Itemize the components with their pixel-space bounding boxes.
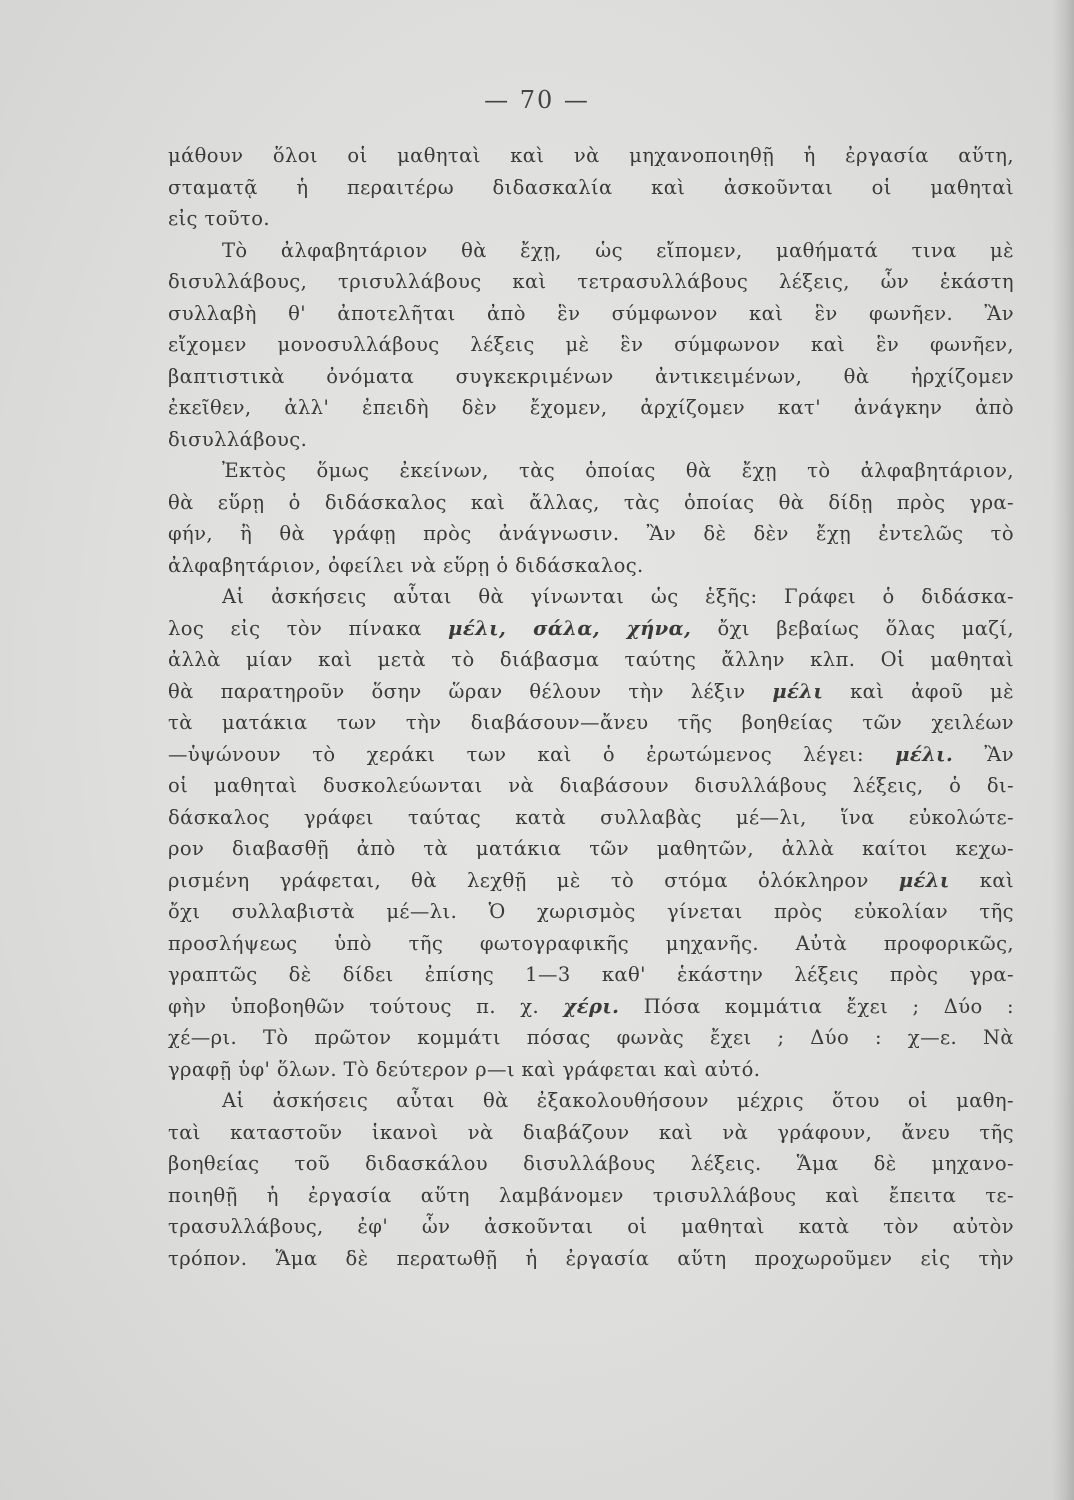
text-line: σταματᾷ ἡ περαιτέρω διδασκαλία καὶ ἀσκοῦνται οἱ μαθηταὶ <box>168 175 1014 199</box>
text-line: εἴχομεν μονοσυλλάβους λέξεις μὲ ἓν σύμφωνον καὶ ἓν φωνῆεν, <box>168 333 1014 356</box>
text-line: βαπτιστικὰ ὀνόματα συγκεκριμένων ἀντικειμένων, θὰ ἠρχίζομεν <box>168 364 1014 388</box>
text-line: ποιηθῇ ἡ ἐργασία αὕτη λαμβάνομεν τρισυλλάβους καὶ ἔπειτα τε- <box>168 1183 1014 1207</box>
text-line: μάθουν ὅλοι οἱ μαθηταὶ καὶ νὰ μηχανοποιηθῇ ἡ ἐργασία αὕτη, <box>168 144 1014 167</box>
text-line: φήν, ἢ θὰ γράφῃ πρὸς ἀνάγνωσιν. Ἂν δὲ δὲν ἔχῃ ἐντελῶς τὸ <box>168 522 1014 545</box>
text-line: χέ—ρι. Τὸ πρῶτον κομμάτι πόσας φωνὰς ἔχει ; Δύο : χ—ε. Νὰ <box>168 1026 1014 1049</box>
text-line: φὴν ὑποβοηθῶν τούτους π. χ. χέρι. Πόσα κομμάτια ἔχει ; Δύο : <box>168 994 1014 1018</box>
text-line: —ὑψώνουν τὸ χεράκι των καὶ ὁ ἐρωτώμενος λέγει: μέλι. Ἂν <box>168 742 1014 766</box>
text-line: εἰς τοῦτο. <box>168 207 270 230</box>
text-line: συλλαβὴ θ' ἀποτελῆται ἀπὸ ἓν σύμφωνον καὶ ἓν φωνῆεν. Ἂν <box>168 301 1014 325</box>
text-line: Τὸ ἀλφαβητάριον θὰ ἔχῃ, ὡς εἴπομεν, μαθήματά τινα μὲ <box>222 238 1014 262</box>
text-line: θὰ παρατηροῦν ὅσην ὥραν θέλουν τὴν λέξιν μέλι καὶ ἀφοῦ μὲ <box>168 679 1014 703</box>
body-text <box>168 140 1014 1274</box>
emphasized-word: μέλι <box>898 868 950 892</box>
text-line: ἀλφαβητάριον, ὀφείλει νὰ εὕρῃ ὁ διδάσκαλος. <box>168 553 644 577</box>
emphasized-word: μέλι <box>895 742 947 766</box>
text-line: θὰ εὕρῃ ὁ διδάσκαλος καὶ ἄλλας, τὰς ὁποίας θὰ δίδῃ πρὸς γρα- <box>168 490 1014 514</box>
text-line: λος εἰς τὸν πίνακα μέλι, σάλα, χήνα, ὄχι βεβαίως ὅλας μαζί, <box>168 616 1014 640</box>
text-line: Αἱ ἀσκήσεις αὗται θὰ γίνωνται ὡς ἑξῆς: Γράφει ὁ διδάσκα- <box>222 585 1014 608</box>
emphasized-word: μέλι <box>448 616 500 640</box>
text-line: ἀλλὰ μίαν καὶ μετὰ τὸ διάβασμα ταύτης ἄλλην κλπ. Οἱ μαθηταὶ <box>168 648 1014 671</box>
emphasized-word: μέλι, σάλα, χήνα, <box>448 616 692 640</box>
text-line: δισυλλάβους. <box>168 427 308 451</box>
emphasized-word: μέλι <box>772 679 824 703</box>
text-line: γραφῇ ὑφ' ὅλων. Τὸ δεύτερον ρ—ι καὶ γράφεται καὶ αὐτό. <box>168 1057 761 1081</box>
emphasized-word: χέρι. <box>563 994 620 1018</box>
text-line: ταὶ καταστοῦν ἱκανοὶ νὰ διαβάζουν καὶ νὰ γράφουν, ἄνευ τῆς <box>168 1120 1014 1144</box>
page-number: — 70 — <box>484 86 590 114</box>
page-edge-shadow <box>1052 0 1074 1500</box>
text-line: βοηθείας τοῦ διδασκάλου δισυλλάβους λέξεις. Ἅμα δὲ μηχανο- <box>168 1152 1014 1175</box>
text-line: δάσκαλος γράφει ταύτας κατὰ συλλαβὰς μέ—λι, ἵνα εὐκολώτε- <box>168 805 1014 829</box>
text-line: προσλήψεως ὑπὸ τῆς φωτογραφικῆς μηχανῆς. Αὐτὰ προφορικῶς, <box>168 931 1014 955</box>
text-line: ρον διαβασθῇ ἀπὸ τὰ ματάκια τῶν μαθητῶν, ἀλλὰ καίτοι κεχω- <box>168 837 1014 860</box>
text-line: ἐκεῖθεν, ἀλλ' ἐπειδὴ δὲν ἔχομεν, ἀρχίζομεν κατ' ἀνάγκην ἀπὸ <box>168 396 1014 419</box>
text-line: Ἐκτὸς ὅμως ἐκείνων, τὰς ὁποίας θὰ ἔχῃ τὸ ἀλφαβητάριον, <box>222 459 1014 482</box>
text-line: τρασυλλάβους, ἐφ' ὧν ἀσκοῦνται οἱ μαθηταὶ κατὰ τὸν αὐτὸν <box>168 1215 1014 1238</box>
text-line: ὄχι συλλαβιστὰ μέ—λι. Ὁ χωρισμὸς γίνεται πρὸς εὐκολίαν τῆς <box>168 900 1014 923</box>
text-line: Αἱ ἀσκήσεις αὗται θὰ ἐξακολουθήσουν μέχρις ὅτου οἱ μαθη- <box>222 1089 1014 1112</box>
text-line: γραπτῶς δὲ δίδει ἐπίσης 1—3 καθ' ἑκάστην λέξεις πρὸς γρα- <box>168 963 1014 986</box>
text-line: τὰ ματάκια των τὴν διαβάσουν—ἄνευ τῆς βοηθείας τῶν χειλέων <box>168 711 1014 734</box>
text-line: ρισμένη γράφεται, θὰ λεχθῇ μὲ τὸ στόμα ὁλόκληρον μέλι καὶ <box>168 868 1014 892</box>
emphasized-word: μέλι. <box>895 742 954 766</box>
text-line: δισυλλάβους, τρισυλλάβους καὶ τετρασυλλάβους λέξεις, ὧν ἑκάστη <box>168 270 1014 293</box>
text-line: οἱ μαθηταὶ δυσκολεύωνται νὰ διαβάσουν δισυλλάβους λέξεις, ὁ δι- <box>168 774 1014 797</box>
text-line: τρόπον. Ἅμα δὲ περατωθῇ ἡ ἐργασία αὕτη προχωροῦμεν εἰς τὴν <box>168 1246 1014 1270</box>
